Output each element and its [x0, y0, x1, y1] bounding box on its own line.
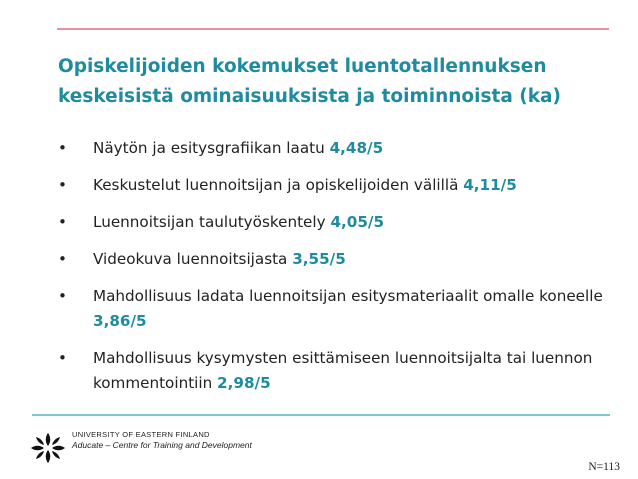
bullet-icon: • [58, 349, 67, 367]
item-value: 2,98/5 [217, 374, 271, 392]
item-text: Mahdollisuus kysymysten esittämiseen luennoitsijalta tai luennon kommentointiin [93, 349, 593, 392]
item-text: Näytön ja esitysgrafiikan laatu [93, 139, 330, 157]
list-item [58, 346, 628, 396]
item-value: 4,11/5 [463, 176, 517, 194]
list-item [58, 284, 628, 334]
item-value: 4,05/5 [330, 213, 385, 231]
top-divider [57, 28, 609, 30]
bullet-icon: • [58, 213, 67, 231]
result-list [58, 136, 628, 408]
bullet-icon: • [58, 250, 67, 268]
item-text: Mahdollisuus ladata luennoitsijan esitysmateriaalit omalle koneelle [93, 287, 603, 305]
list-item [58, 136, 628, 161]
unit-name: Aducate – Centre for Training and Development [72, 440, 252, 450]
slide-title-line2: keskeisistä ominaisuuksista ja toiminnoista (ka) [58, 86, 561, 107]
item-value: 4,48/5 [329, 139, 384, 157]
university-logo-icon [28, 431, 68, 465]
slide-title-line1: Opiskelijoiden kokemukset luentotallennuksen [58, 56, 547, 77]
university-name: UNIVERSITY OF EASTERN FINLAND [72, 430, 210, 439]
bullet-icon: • [58, 139, 67, 157]
item-value: 3,55/5 [292, 250, 346, 268]
list-item [58, 210, 628, 235]
item-text: Videokuva luennoitsijasta [93, 250, 293, 268]
bullet-icon: • [58, 287, 67, 305]
list-item [58, 173, 628, 198]
organization-block [72, 430, 252, 451]
sample-size-label: N=113 [588, 461, 620, 473]
item-value: 3,86/5 [93, 312, 147, 330]
bullet-icon: • [58, 176, 67, 194]
bottom-divider [32, 414, 610, 416]
item-text: Keskustelut luennoitsijan ja opiskelijoiden välillä [93, 176, 464, 194]
item-text: Luennoitsijan taulutyöskentely [93, 213, 331, 231]
list-item [58, 247, 628, 272]
slide-title [58, 52, 618, 112]
